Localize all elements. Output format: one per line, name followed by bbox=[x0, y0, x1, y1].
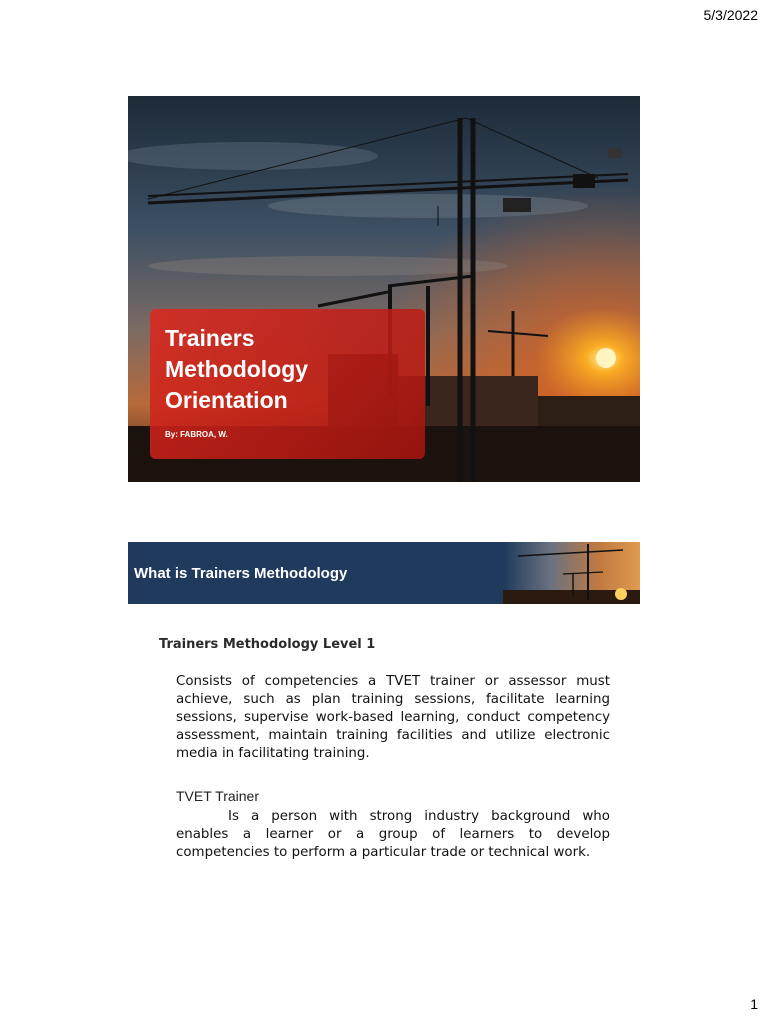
crane-thumbnail-image bbox=[503, 542, 640, 604]
date-label: 5/3/2022 bbox=[703, 7, 758, 23]
slide-header-band bbox=[128, 542, 640, 604]
title-line: Trainers bbox=[165, 325, 255, 351]
page-number: 1 bbox=[750, 996, 758, 1012]
title-box bbox=[150, 309, 425, 459]
term-definition-paragraph: Is a person with strong industry background who enables a learner or a group of learners to develop competencies to perform a particular trade or technical work. bbox=[176, 809, 610, 860]
title-slide bbox=[128, 96, 640, 482]
title-line: Orientation bbox=[165, 387, 288, 413]
section-subtitle: Trainers Methodology Level 1 bbox=[159, 637, 376, 652]
slide-title bbox=[165, 323, 308, 416]
term-heading: TVET Trainer bbox=[176, 788, 259, 804]
title-line: Methodology bbox=[165, 356, 309, 382]
slide-header-title: What is Trainers Methodology bbox=[134, 565, 348, 582]
author-byline: By: FABROA, W. bbox=[165, 430, 228, 439]
definition-paragraph: Consists of competencies a TVET trainer or assessor must achieve, such as plan training sessions, facilitate learning sessions, supervise work-based learning, conduct competency assessment, maintain training facilities and utilize electronic media in facilitating training. bbox=[176, 674, 610, 761]
